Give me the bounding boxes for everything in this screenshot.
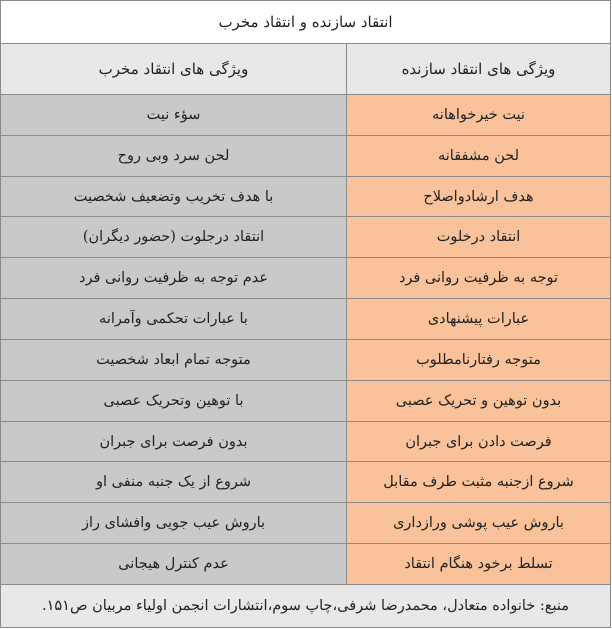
table-row	[1, 95, 610, 136]
constructive-cell: فرصت دادن برای جبران	[346, 422, 610, 462]
table-row	[1, 544, 610, 585]
table-row	[1, 136, 610, 177]
table-body	[1, 95, 610, 585]
destructive-cell: با عبارات تحکمی وآمرانه	[1, 299, 346, 339]
table-row	[1, 422, 610, 463]
table-row	[1, 177, 610, 218]
destructive-cell: شروع از یک جنبه منفی او	[1, 462, 346, 502]
constructive-cell: هدف ارشادواصلاح	[346, 177, 610, 217]
constructive-cell: عبارات پیشنهادی	[346, 299, 610, 339]
destructive-cell: متوجه تمام ابعاد شخصیت	[1, 340, 346, 380]
constructive-cell: تسلط برخود هنگام انتقاد	[346, 544, 610, 584]
table-row	[1, 217, 610, 258]
constructive-cell: نیت خیرخواهانه	[346, 95, 610, 135]
destructive-cell: با هدف تخریب وتضعیف شخصیت	[1, 177, 346, 217]
table-row	[1, 340, 610, 381]
header-constructive: ویژگی های انتقاد سازنده	[346, 44, 610, 94]
destructive-cell: انتقاد درجلوت (حضور دیگران)	[1, 217, 346, 257]
constructive-cell: شروع ازجنبه مثبت طرف مقابل	[346, 462, 610, 502]
table-row	[1, 381, 610, 422]
destructive-cell: عدم توجه به ظرفیت روانی فرد	[1, 258, 346, 298]
table-row	[1, 462, 610, 503]
table-title: انتقاد سازنده و انتقاد مخرب	[1, 1, 610, 44]
table-row	[1, 258, 610, 299]
destructive-cell: بدون فرصت برای جبران	[1, 422, 346, 462]
table-row	[1, 299, 610, 340]
destructive-cell: با توهین وتحریک عصبی	[1, 381, 346, 421]
source-citation: منبع: خانواده متعادل، محمدرضا شرفی،چاپ سوم،انتشارات انجمن اولیاء مربیان ص۱۵۱.	[1, 585, 610, 627]
destructive-cell: لحن سرد وبی روح	[1, 136, 346, 176]
destructive-cell: باروش عیب جویی وافشای راز	[1, 503, 346, 543]
destructive-cell: عدم کنترل هیجانی	[1, 544, 346, 584]
header-destructive: ویژگی های انتقاد مخرب	[98, 60, 249, 78]
constructive-cell: بدون توهین و تحریک عصبی	[346, 381, 610, 421]
constructive-cell: توجه به ظرفیت روانی فرد	[346, 258, 610, 298]
constructive-cell: متوجه رفتارنامطلوب	[346, 340, 610, 380]
destructive-cell: سؤء نیت	[1, 95, 346, 135]
table-header-row	[1, 44, 610, 95]
constructive-cell: باروش عیب پوشی ورازداری	[346, 503, 610, 543]
constructive-cell: لحن مشفقانه	[346, 136, 610, 176]
table-row	[1, 503, 610, 544]
constructive-cell: انتقاد درخلوت	[346, 217, 610, 257]
